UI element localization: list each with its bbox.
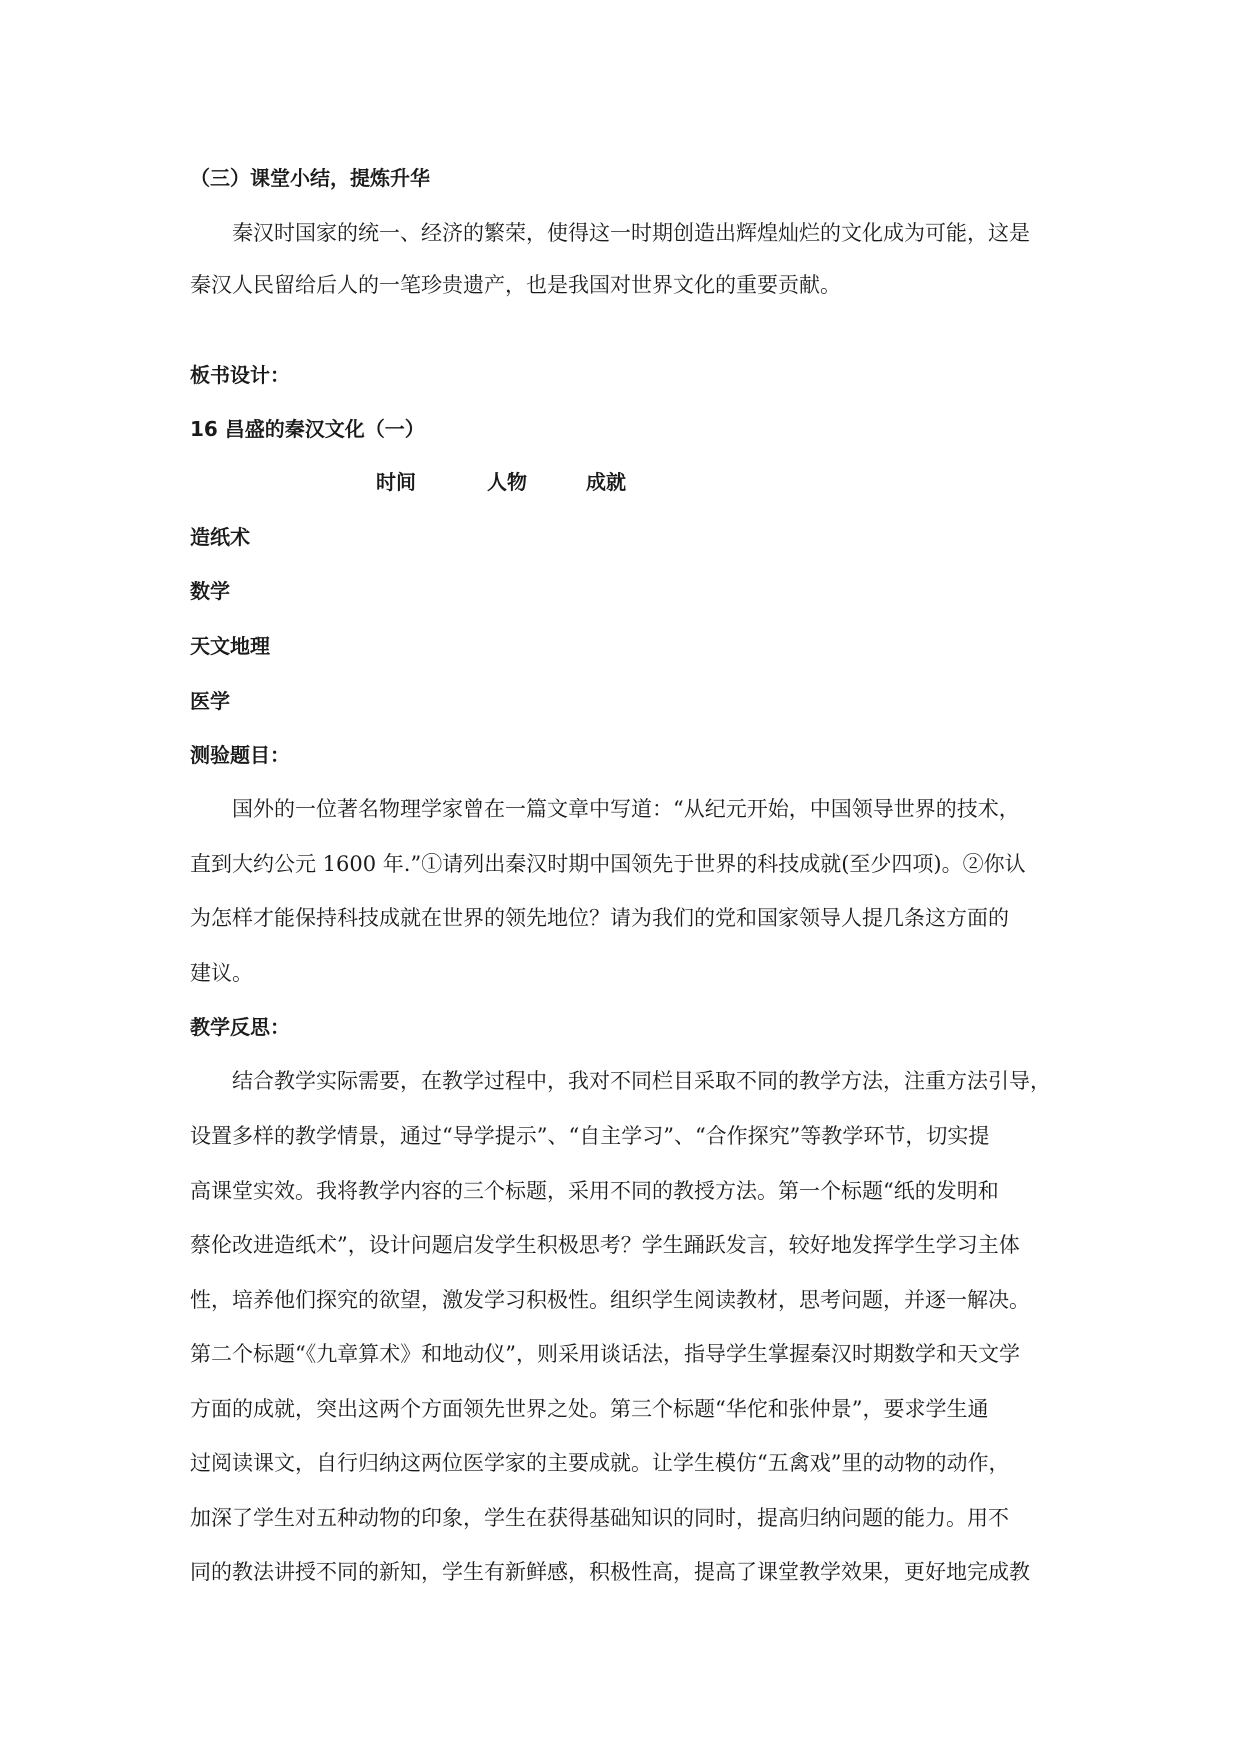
reflection-line: 第二个标题“《九章算术》和地动仪”，则采用谈话法，指导学生掌握秦汉时期数学和天文学 xyxy=(190,1342,1020,1366)
board-row: 医学 xyxy=(190,689,230,713)
board-heading: 板书设计： xyxy=(190,363,290,387)
summary-line: 秦汉时国家的统一、经济的繁荣，使得这一时期创造出辉煌灿烂的文化成为可能，这是 xyxy=(232,221,1030,245)
section3-heading: （三）课堂小结，提炼升华 xyxy=(190,166,430,190)
summary-line: 秦汉人民留给后人的一笔珍贵遗产，也是我国对世界文化的重要贡献。 xyxy=(190,273,841,297)
reflection-line: 结合教学实际需要，在教学过程中，我对不同栏目采取不同的教学方法，注重方法引导， xyxy=(232,1069,1051,1093)
board-row: 造纸术 xyxy=(190,525,250,549)
quiz-line: 直到大约公元 1600 年.”①请列出秦汉时期中国领先于世界的科技成就(至少四项)。②你认 xyxy=(190,852,1026,876)
board-column-achievement: 成就 xyxy=(586,470,626,494)
board-column-person: 人物 xyxy=(487,470,527,494)
reflection-line: 方面的成就，突出这两个方面领先世界之处。第三个标题“华佗和张仲景”，要求学生通 xyxy=(190,1397,989,1421)
quiz-line: 建议。 xyxy=(190,961,253,985)
reflection-line: 设置多样的教学情景，通过“导学提示”、“自主学习”、“合作探究”等教学环节，切实提 xyxy=(190,1124,990,1148)
board-column-time: 时间 xyxy=(376,470,416,494)
reflection-line: 高课堂实效。我将教学内容的三个标题，采用不同的教授方法。第一个标题“纸的发明和 xyxy=(190,1179,999,1203)
quiz-line: 为怎样才能保持科技成就在世界的领先地位？请为我们的党和国家领导人提几条这方面的 xyxy=(190,906,1009,930)
reflection-line: 过阅读课文，自行归纳这两位医学家的主要成就。让学生模仿“五禽戏”里的动物的动作， xyxy=(190,1451,1010,1475)
reflection-line: 性，培养他们探究的欲望，激发学习积极性。组织学生阅读教材，思考问题，并逐一解决。 xyxy=(190,1288,1030,1312)
reflection-heading: 教学反思： xyxy=(190,1015,290,1039)
board-row: 天文地理 xyxy=(190,634,270,658)
board-title: 16 昌盛的秦汉文化（一） xyxy=(190,417,425,441)
reflection-line: 蔡伦改进造纸术”，设计问题启发学生积极思考？学生踊跃发言，较好地发挥学生学习主体 xyxy=(190,1233,1020,1257)
reflection-line: 同的教法讲授不同的新知，学生有新鲜感，积极性高，提高了课堂教学效果，更好地完成教 xyxy=(190,1560,1030,1584)
quiz-line: 国外的一位著名物理学家曾在一篇文章中写道：“从纪元开始，中国领导世界的技术， xyxy=(232,797,1020,821)
board-row: 数学 xyxy=(190,579,230,603)
quiz-heading: 测验题目： xyxy=(190,743,290,767)
reflection-line: 加深了学生对五种动物的印象，学生在获得基础知识的同时，提高归纳问题的能力。用不 xyxy=(190,1506,1009,1530)
